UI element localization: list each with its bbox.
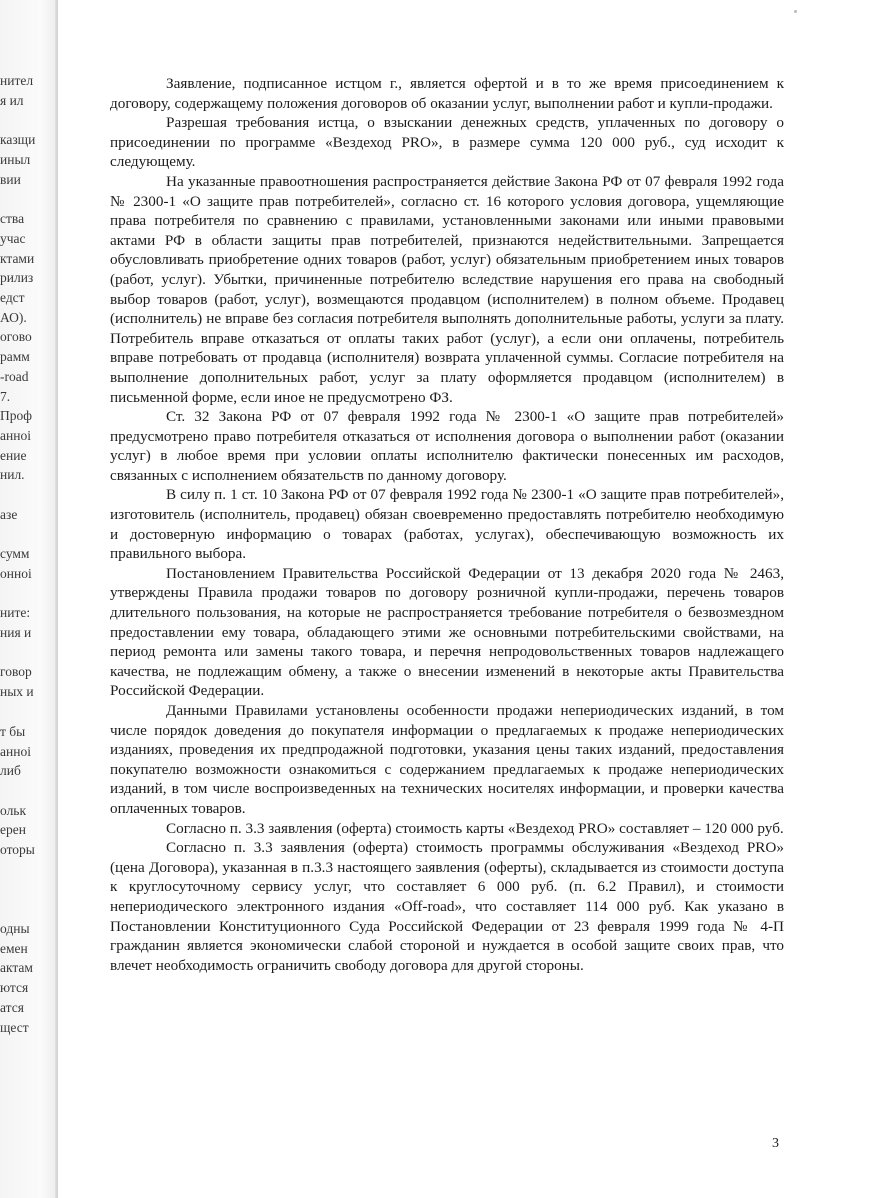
fragment-line: казщи xyxy=(0,132,36,147)
fragment-line: ктами xyxy=(0,251,35,266)
fragment-line: едст xyxy=(0,290,25,305)
fragment-line: ства xyxy=(0,211,25,226)
fragment-line: я ил xyxy=(0,93,24,108)
paragraph-government-decree: Постановлением Правительства Российской Федерации от 13 декабря 2020 года № 2463, утверждены Правила продажи товаров по договору розничной купли-продажи, перечень товаров длительного пользования, на которые не распространяется требование потребителя о безвозмездном предоставлении ему товара, обладающего этими же основными потребительскими свойствами, на период ремонта или замены такого товара, и перечня непродовольственных товаров надлежащего качества, не подлежащим обмену, а также о внесении изменений в некоторые акты Правительства Российской Федерации. xyxy=(110,564,784,700)
fragment-line: иныл xyxy=(0,152,31,167)
fragment-line: ных и xyxy=(0,684,34,699)
fragment-line: ются xyxy=(0,980,29,995)
previous-page-edge xyxy=(0,0,58,1198)
fragment-line: оторы xyxy=(0,842,35,857)
paragraph-card-cost: Согласно п. 3.3 заявления (оферта) стоимость карты «Вездеход PRO» составляет – 120 000 руб. xyxy=(166,819,784,837)
fragment-line: 7. xyxy=(0,389,11,404)
fragment-line: Проф xyxy=(0,408,32,423)
fragment-line: либ xyxy=(0,763,21,778)
fragment-line: огово xyxy=(0,329,32,344)
fragment-line: щест xyxy=(0,1020,29,1035)
fragment-line: азе xyxy=(0,507,18,522)
fragment-line: рилиз xyxy=(0,270,34,285)
paragraph-program-cost: Согласно п. 3.3 заявления (оферта) стоимость программы обслуживания «Вездеход PRO» (цена Договора), указанная в п.3.3 настоящего заявления (оферты), складывается из стоимости доступа к круглосуточному сервису услуг, что составляет 6 000 руб. (п. 6.2 Правил), и стоимости непериодического электронного издания «Off-road», что составляет 114 000 руб. Как указано в Постановлении Конституционного Суда Российской Федерации от 23 февраля 1999 года № 4-П гражданин является экономически слабой стороной и нуждается в особой защите своих прав, что влечет необходимость ограничить свободу договора для другой стороны. xyxy=(110,839,784,974)
paragraph-consumer-law-art32: Ст. 32 Закона РФ от 07 февраля 1992 года № 2300-1 «О защите прав потребителей» предусмотрено право потребителя отказаться от исполнения договора о выполнении работ (оказании услуг) в любое время при условии оплаты исполнителю фактически понесенных им расходов, связанных с исполнением обязательств по данному договору. xyxy=(110,408,784,484)
paragraph-rules-publications: Данными Правилами установлены особенности продажи непериодических изданий, в том числе порядок доведения до покупателя информации о предлагаемых к продаже непериодических изданиях, проведения их предпродажной подготовки, указания цены таких изданий, предоставления покупателю возможности ознакомиться с содержанием предлагаемых к продаже непериодических изданий, в том числе воспроизведенных на технических носителях информации, и проверки качества оплаченных товаров. xyxy=(110,702,784,817)
fragment-line: рамм xyxy=(0,349,30,364)
fragment-line: -road xyxy=(0,369,29,384)
fragment-line: анноі xyxy=(0,744,31,759)
fragment-line: ните: xyxy=(0,605,31,620)
page-number: 3 xyxy=(772,1136,779,1151)
fragment-line: вии xyxy=(0,172,21,187)
fragment-line: сумм xyxy=(0,546,30,561)
fragment-line: АО). xyxy=(0,310,27,325)
fragment-line: ния и xyxy=(0,625,32,640)
paragraph-offer-statement: Заявление, подписанное истцом г., является офертой и в то же время присоединением к договору, содержащему положения договоров об оказании услуг, выполнении работ и купли-продажи. xyxy=(110,75,784,112)
fragment-line: ение xyxy=(0,448,27,463)
document-body xyxy=(110,74,784,975)
fragment-line: емен xyxy=(0,941,28,956)
paragraph-claim-resolution: Разрешая требования истца, о взыскании денежных средств, уплаченных по договору о присоединении по программе «Вездеход PRO», в размере сумма 120 000 руб., суд исходит к следующему. xyxy=(110,114,784,171)
fragment-line: ерен xyxy=(0,822,26,837)
paragraph-consumer-law-art10: В силу п. 1 ст. 10 Закона РФ от 07 февраля 1992 года № 2300-1 «О защите прав потребителей», изготовитель (исполнитель, продавец) обязан своевременно предоставлять потребителю необходимую и достоверную информацию о товарах (работах, услугах), обеспечивающую возможность их правильного выбора. xyxy=(110,486,784,563)
fragment-line: нител xyxy=(0,73,34,88)
fragment-line: говор xyxy=(0,664,32,679)
paragraph-consumer-law-art16: На указанные правоотношения распространяется действие Закона РФ от 07 февраля 1992 года № 2300-1 «О защите прав потребителей», согласно ст. 16 которого условия договора, ущемляющие права потребителя по сравнению с правилами, установленными законами или иными правовыми актами РФ в области защиты прав потребителей, признаются недействительными. Запрещается обусловливать приобретение одних товаров (работ, услуг) обязательным приобретением иных товаров (работ, услуг). Убытки, причиненные потребителю вследствие нарушения его права на свободный выбор товаров (работ, услуг), возмещаются продавцом (исполнителем) в полном объеме. Продавец (исполнитель) не вправе без согласия потребителя выполнять дополнительные работы, услуги за плату. Потребитель вправе отказаться от оплаты таких работ (услуг), а если они оплачены, потребитель вправе потребовать от продавца (исполнителя) возврата уплаченной суммы. Согласие потребителя на выполнение дополнительных работ, услуг за плату оформляется продавцом (исполнителем) в письменной форме, если иное не предусмотрено ФЗ. xyxy=(110,172,784,406)
fragment-line: учас xyxy=(0,231,26,246)
fragment-line: ольк xyxy=(0,803,27,818)
previous-page-fragments xyxy=(0,0,56,1198)
fragment-line: актам xyxy=(0,960,33,975)
scan-speck xyxy=(794,10,797,13)
fragment-line: т бы xyxy=(0,724,26,739)
fragment-line: одны xyxy=(0,921,30,936)
fragment-line: атся xyxy=(0,1000,24,1015)
fragment-line: анноі xyxy=(0,428,31,443)
fragment-line: онноі xyxy=(0,566,32,581)
fragment-line: нил. xyxy=(0,467,25,482)
